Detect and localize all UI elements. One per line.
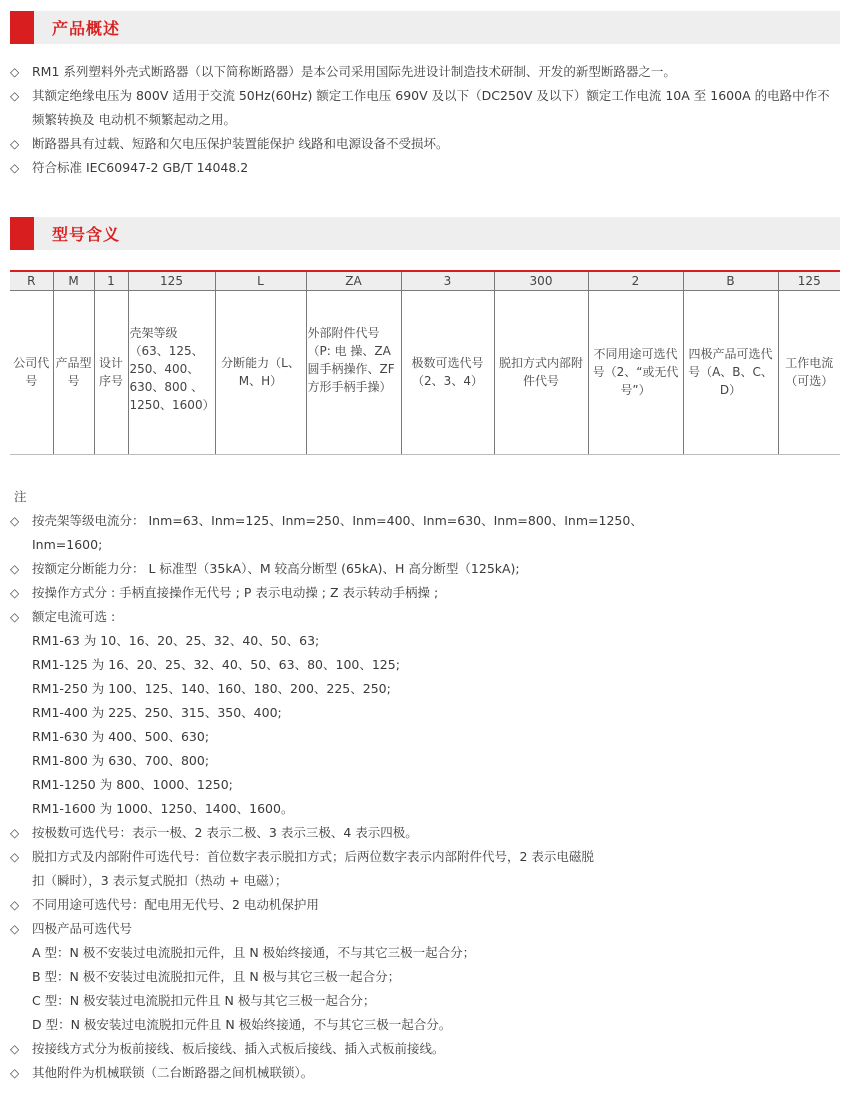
- diamond-icon: ◇: [10, 1042, 20, 1056]
- note-line: [10, 749, 842, 773]
- note-line: [10, 989, 842, 1013]
- list-item: ◇ 断路器具有过载、短路和欠电压保护装置能保护 线路和电源设备不受损坏。: [10, 132, 842, 156]
- notes-section: [10, 485, 842, 1085]
- note-text: RM1-125 为 16、20、25、32、40、50、63、80、100、125;: [32, 657, 400, 672]
- indent-spacer: [10, 797, 32, 821]
- note-line: [10, 581, 842, 605]
- code-cell: M: [53, 271, 94, 290]
- note-line: [10, 1013, 842, 1037]
- section-title-overview: 产品概述: [52, 19, 121, 38]
- note-line: [10, 845, 842, 869]
- diamond-icon: ◇: [10, 562, 20, 576]
- note-line: [10, 773, 842, 797]
- code-cell: R: [10, 271, 53, 290]
- indent-spacer: [10, 533, 32, 557]
- note-text: 额定电流可选 :: [32, 609, 116, 624]
- code-cell: ZA: [306, 271, 401, 290]
- note-text: 按操作方式分 : 手柄直接操作无代号 ; P 表示电动操 ; Z 表示转动手柄操 ;: [32, 585, 439, 600]
- code-cell: 2: [588, 271, 683, 290]
- notes-list: [10, 509, 842, 1085]
- section-header-model: [10, 217, 840, 250]
- description-cell: 四极产品可选代号（A、B、C、D）: [683, 290, 778, 454]
- note-text: RM1-800 为 630、700、800;: [32, 753, 210, 768]
- note-line: [10, 605, 842, 629]
- code-header-row: [10, 271, 840, 290]
- notes-label: 注: [14, 489, 27, 504]
- note-text: 按壳架等级电流分： Inm=63、Inm=125、Inm=250、Inm=400、Inm=630、Inm=800、Inm=1250、: [32, 513, 643, 528]
- diamond-icon: ◇: [10, 514, 20, 528]
- list-item: ◇ 其额定绝缘电压为 800V 适用于交流 50Hz(60Hz) 额定工作电压 690V 及以下（DC250V 及以下）额定工作电流 10A 至 1600A 的电路中作不频繁转换及 电动机不频繁起动之用。: [10, 84, 842, 132]
- note-line: [10, 893, 842, 917]
- section-header-overview: [10, 11, 840, 44]
- note-line: [10, 557, 842, 581]
- note-text: RM1-630 为 400、500、630;: [32, 729, 210, 744]
- section-marker: [10, 217, 34, 250]
- diamond-icon: ◇: [10, 161, 20, 175]
- code-cell: B: [683, 271, 778, 290]
- note-text: A 型：N 极不安装过电流脱扣元件，且 N 极始终接通，不与其它三极一起合分；: [32, 945, 476, 960]
- indent-spacer: [10, 629, 32, 653]
- note-text: 四极产品可选代号: [32, 921, 133, 936]
- description-cell: 极数可选代号（2、3、4）: [401, 290, 494, 454]
- indent-spacer: [10, 749, 32, 773]
- description-cell: 设计序号: [94, 290, 128, 454]
- note-text: Inm=1600;: [32, 537, 103, 552]
- diamond-icon: ◇: [10, 65, 20, 79]
- code-cell: L: [215, 271, 306, 290]
- code-cell: 125: [778, 271, 840, 290]
- note-text: 其他附件为机械联锁（二台断路器之间机械联锁）。: [32, 1065, 314, 1080]
- diamond-icon: ◇: [10, 898, 20, 912]
- diamond-icon: ◇: [10, 610, 20, 624]
- section-marker: [10, 11, 34, 44]
- description-cell: 公司代号: [10, 290, 53, 454]
- diamond-icon: ◇: [10, 1066, 20, 1080]
- note-line: [10, 653, 842, 677]
- note-line: [10, 941, 842, 965]
- code-cell: 1: [94, 271, 128, 290]
- indent-spacer: [10, 965, 32, 989]
- note-line: [10, 533, 842, 557]
- indent-spacer: [10, 773, 32, 797]
- diamond-icon: ◇: [10, 922, 20, 936]
- note-line: [10, 869, 842, 893]
- note-text: 不同用途可选代号：配电用无代号、2 电动机保护用: [32, 897, 319, 912]
- note-text: RM1-400 为 225、250、315、350、400;: [32, 705, 282, 720]
- note-line: [10, 701, 842, 725]
- note-text: 脱扣方式及内部附件可选代号：首位数字表示脱扣方式；后两位数字表示内部附件代号，2 表示电磁脱: [32, 849, 594, 864]
- indent-spacer: [10, 677, 32, 701]
- diamond-icon: ◇: [10, 586, 20, 600]
- note-line: [10, 677, 842, 701]
- note-line: [10, 821, 842, 845]
- code-cell: 300: [494, 271, 588, 290]
- note-line: [10, 725, 842, 749]
- diamond-icon: ◇: [10, 850, 20, 864]
- note-text: 按接线方式分为板前接线、板后接线、插入式板后接线、插入式板前接线。: [32, 1041, 445, 1056]
- indent-spacer: [10, 869, 32, 893]
- description-cell: 分断能力（L、M、H）: [215, 290, 306, 454]
- diamond-icon: ◇: [10, 137, 20, 151]
- model-code-table: [10, 270, 840, 455]
- note-text: RM1-1250 为 800、1000、1250;: [32, 777, 233, 792]
- description-cell: 产品型号: [53, 290, 94, 454]
- note-line: [10, 797, 842, 821]
- note-text: B 型：N 极不安装过电流脱扣元件，且 N 极与其它三极一起合分；: [32, 969, 401, 984]
- note-text: RM1-1600 为 1000、1250、1400、1600。: [32, 801, 294, 816]
- code-cell: 3: [401, 271, 494, 290]
- note-line: [10, 1061, 842, 1085]
- code-cell: 125: [128, 271, 215, 290]
- note-text: RM1-250 为 100、125、140、160、180、200、225、250;: [32, 681, 391, 696]
- description-cell: 外部附件代号（P: 电 操、ZA 圆手柄操作、ZF 方形手柄手操）: [306, 290, 401, 454]
- list-item: ◇ RM1 系列塑料外壳式断路器（以下简称断路器）是本公司采用国际先进设计制造技术研制、开发的新型断路器之一。: [10, 60, 842, 84]
- note-text: C 型：N 极安装过电流脱扣元件且 N 极与其它三极一起合分；: [32, 993, 376, 1008]
- indent-spacer: [10, 653, 32, 677]
- note-text: 按额定分断能力分： L 标准型（35kA）、M 较高分断型 (65kA)、H 高分断型（125kA);: [32, 561, 520, 576]
- section-title-model: 型号含义: [52, 225, 121, 244]
- note-line: [10, 917, 842, 941]
- note-text: 扣（瞬时），3 表示复式脱扣（热动 + 电磁）；: [32, 873, 288, 888]
- note-line: [10, 629, 842, 653]
- indent-spacer: [10, 941, 32, 965]
- note-line: [10, 509, 842, 533]
- description-cell: 工作电流（可选）: [778, 290, 840, 454]
- indent-spacer: [10, 701, 32, 725]
- note-text: 按极数可选代号：表示一极、2 表示二极、3 表示三极、4 表示四极。: [32, 825, 418, 840]
- description-cell: 脱扣方式内部附件代号: [494, 290, 588, 454]
- note-line: [10, 965, 842, 989]
- indent-spacer: [10, 989, 32, 1013]
- note-text: D 型：N 极安装过电流脱扣元件且 N 极始终接通，不与其它三极一起合分。: [32, 1017, 452, 1032]
- indent-spacer: [10, 725, 32, 749]
- description-row: [10, 290, 840, 454]
- indent-spacer: [10, 1013, 32, 1037]
- description-cell: 不同用途可选代号（2、“或无代号”）: [588, 290, 683, 454]
- description-cell: 壳架等级（63、125、250、400、630、800 、1250、1600）: [128, 290, 215, 454]
- diamond-icon: ◇: [10, 826, 20, 840]
- note-text: RM1-63 为 10、16、20、25、32、40、50、63;: [32, 633, 320, 648]
- list-item: ◇ 符合标准 IEC60947-2 GB/T 14048.2: [10, 156, 842, 180]
- overview-list: [10, 60, 842, 180]
- note-line: [10, 1037, 842, 1061]
- diamond-icon: ◇: [10, 89, 20, 103]
